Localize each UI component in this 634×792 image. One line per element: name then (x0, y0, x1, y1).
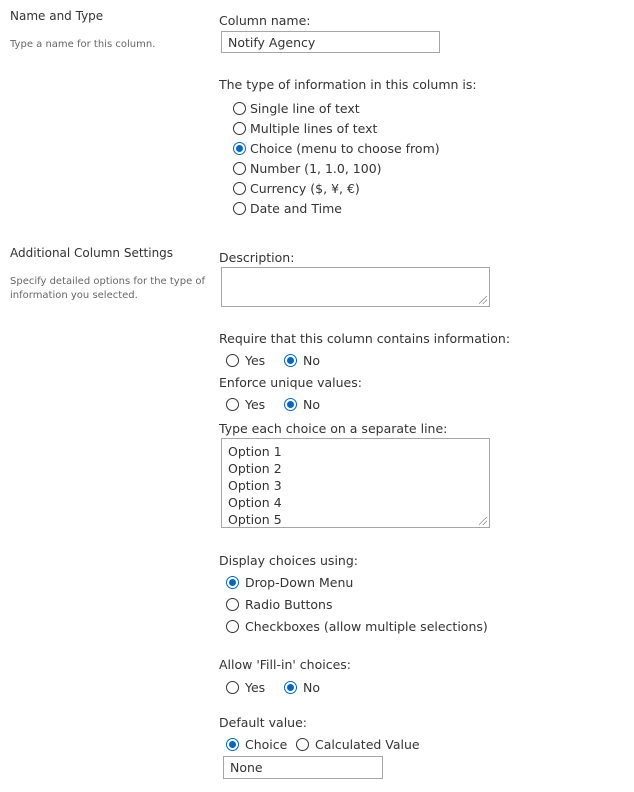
fill-in-no-option[interactable] (284, 678, 320, 696)
radio-button[interactable] (296, 738, 309, 751)
unique-no-label: No (303, 396, 320, 412)
default-calculated-option[interactable] (296, 735, 420, 753)
radio-button[interactable] (233, 162, 246, 175)
fill-in-no-label: No (303, 679, 320, 695)
type-option-choice[interactable] (233, 139, 440, 157)
type-option-label: Choice (menu to choose from) (250, 140, 440, 156)
radio-button-selected[interactable] (284, 681, 297, 694)
default-value-input[interactable]: None (223, 756, 383, 779)
default-value-label: Default value: (219, 715, 308, 730)
description-label: Description: (219, 250, 295, 265)
radio-button-selected[interactable] (233, 142, 246, 155)
additional-settings-description-line1: Specify detailed options for the type of (10, 276, 206, 287)
column-name-input[interactable]: Notify Agency (221, 31, 440, 53)
unique-label: Enforce unique values: (219, 375, 362, 390)
fill-in-label: Allow 'Fill-in' choices: (219, 657, 351, 672)
choices-lines (228, 443, 282, 528)
type-option-multiple-lines[interactable] (233, 119, 377, 137)
resize-grip-icon[interactable] (479, 296, 487, 304)
type-option-label: Date and Time (250, 200, 342, 216)
choice-line: Option 4 (228, 495, 282, 510)
type-option-label: Single line of text (250, 100, 360, 116)
column-name-label: Column name: (219, 13, 311, 28)
type-option-number[interactable] (233, 159, 382, 177)
resize-grip-icon[interactable] (479, 517, 487, 525)
radio-button[interactable] (226, 620, 239, 633)
display-option-label: Drop-Down Menu (245, 574, 354, 590)
radio-button[interactable] (233, 122, 246, 135)
type-option-currency[interactable] (233, 179, 360, 197)
require-no-option[interactable] (284, 351, 320, 369)
unique-yes-label: Yes (245, 396, 266, 412)
additional-settings-title: Additional Column Settings (10, 246, 174, 260)
type-option-label: Multiple lines of text (250, 120, 378, 136)
radio-button-selected[interactable] (284, 398, 297, 411)
require-yes-label: Yes (245, 352, 266, 368)
choice-line: Option 3 (228, 478, 282, 493)
radio-button[interactable] (233, 182, 246, 195)
type-info-label: The type of information in this column is: (219, 77, 477, 92)
radio-button-selected[interactable] (284, 354, 297, 367)
display-radio-option[interactable] (226, 595, 332, 613)
additional-settings-description-line2: information you selected. (10, 290, 138, 301)
choice-line: Option 1 (228, 444, 282, 459)
display-option-label: Radio Buttons (245, 596, 333, 612)
choice-line: Option 2 (228, 461, 282, 476)
type-option-date-time[interactable] (233, 199, 342, 217)
require-yes-option[interactable] (226, 351, 265, 369)
radio-button-selected[interactable] (226, 576, 239, 589)
radio-button[interactable] (226, 681, 239, 694)
require-label: Require that this column contains information: (219, 331, 511, 346)
description-textarea[interactable] (221, 267, 490, 307)
display-label: Display choices using: (219, 553, 358, 568)
default-choice-option[interactable] (226, 735, 287, 753)
type-option-label: Number (1, 1.0, 100) (250, 160, 382, 176)
radio-button[interactable] (233, 202, 246, 215)
fill-in-yes-option[interactable] (226, 678, 265, 696)
default-calculated-label: Calculated Value (315, 736, 420, 752)
radio-button[interactable] (226, 598, 239, 611)
type-option-single-line[interactable] (233, 99, 360, 117)
radio-button[interactable] (233, 102, 246, 115)
name-and-type-description: Type a name for this column. (10, 39, 156, 50)
unique-no-option[interactable] (284, 395, 320, 413)
radio-button[interactable] (226, 398, 239, 411)
display-checkboxes-option[interactable] (226, 617, 488, 635)
require-no-label: No (303, 352, 320, 368)
display-option-label: Checkboxes (allow multiple selections) (245, 618, 488, 634)
choices-label: Type each choice on a separate line: (219, 421, 448, 436)
default-choice-label: Choice (245, 736, 288, 752)
choices-textarea[interactable] (221, 438, 490, 528)
type-option-label: Currency ($, ¥, €) (250, 180, 360, 196)
display-dropdown-option[interactable] (226, 573, 353, 591)
radio-button[interactable] (226, 354, 239, 367)
radio-button-selected[interactable] (226, 738, 239, 751)
name-and-type-title: Name and Type (10, 9, 104, 23)
fill-in-yes-label: Yes (245, 679, 266, 695)
choice-line: Option 5 (228, 512, 282, 527)
unique-yes-option[interactable] (226, 395, 265, 413)
